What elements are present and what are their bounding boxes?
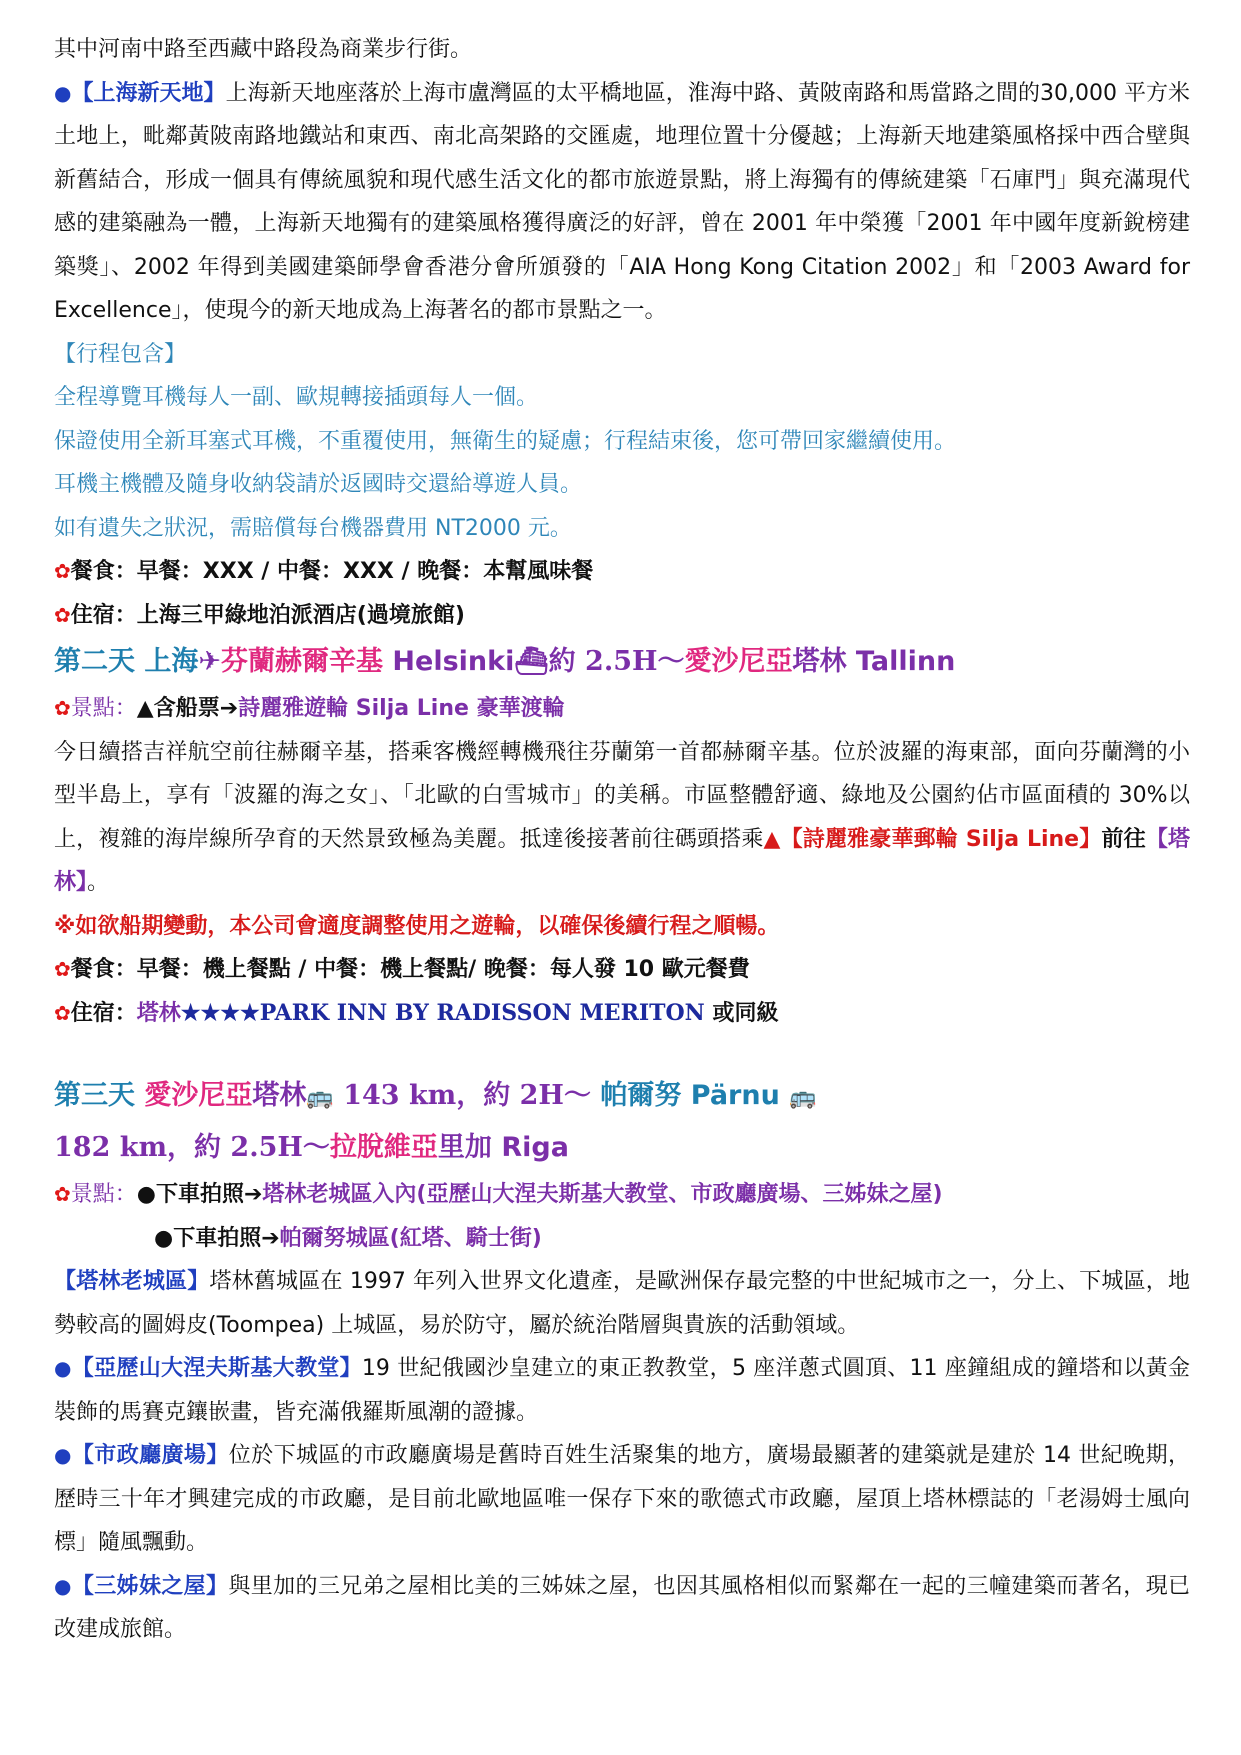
xintiandi-text: 上海新天地座落於上海市盧灣區的太平橋地區，淮海中路、黃陂南路和馬當路之間的30,000 平方米土地上，毗鄰黃陂南路地鐵站和東西、南北高架路的交匯處，地理位置十分優越；上海新天地建築風格採中西合壁與新舊結合，形成一個具有傳統風貌和現代感生活文化的都市旅遊景點，將上海獨有的傳統建築「石庫門」與充滿現代感的建築融為一體，上海新天地獨有的建築風格獲得廣泛的好評，曾在 2001 年中榮獲「2001 年中國年度新銳榜建築獎」、2002 年得到美國建築師學會香港分會所頒發的「AIA Hong Kong Citation 2002」和「2003 Award for Excellence」，使現今的新天地成為上海著名的都市景點之一。 [54, 80, 1190, 323]
xintiandi-section [54, 72, 1190, 333]
arrow-icon: ➔ [219, 696, 239, 721]
sisters-text: 與里加的三兄弟之屋相比美的三姊妹之屋，也因其風格相似而緊鄰在一起的三幢建築而著名，現已改建成旅館。 [54, 1573, 1190, 1642]
day2-origin: 上海 [144, 646, 199, 677]
day2-hotel-tail: 或同級 [704, 1000, 779, 1026]
square-text: 位於下城區的市政廳廣場是舊時百姓生活聚集的地方，廣場最顯著的建築就是建於 14 世紀晚期，歷時三十年才興建完成的市政廳，是目前北歐地區唯一保存下來的歌德式市政廳，屋頂上塔林標誌的「老湯姆士風向標」隨風飄動。 [54, 1443, 1191, 1555]
day2-body [54, 731, 1190, 905]
day3-heading-line2 [54, 1123, 1190, 1173]
day3-city-3: 里加 Riga [437, 1132, 569, 1163]
includes-item-1: 全程導覽耳機每人一副、歐規轉接插頭每人一個。 [54, 385, 539, 410]
day2-sight-label: 景點： [70, 696, 137, 721]
includes-item-4: 如有遺失之狀況，需賠償每台機器費用 NT2000 元。 [54, 515, 572, 541]
day2-country-2: 愛沙尼亞 [684, 646, 793, 677]
bus-icon: 🚌 [306, 1085, 334, 1110]
day3-leg-2: 182 km，約 2.5H～ [54, 1132, 330, 1163]
day3-label: 第三天 [54, 1080, 145, 1111]
day2-city-1: Helsinki [383, 646, 515, 677]
old-town-title: 【塔林老城區】 [54, 1269, 210, 1294]
day1-meals-text: 餐食：早餐：XXX / 中餐：XXX / 晚餐：本幫風味餐 [70, 559, 594, 584]
plane-icon: ✈ [198, 646, 222, 677]
flower-icon: ✿ [54, 1182, 71, 1206]
includes-item-2: 保證使用全新耳塞式耳機，不重覆使用，無衛生的疑慮；行程結束後，您可帶回家繼續使用。 [54, 428, 957, 454]
day2-heading [54, 637, 1190, 687]
old-town-text: 塔林舊城區在 1997 年列入世界文化遺產，是歐洲保存最完整的中世紀城市之一，分上、下城區，地勢較高的圖姆皮(Toompea) 上城區，易於防守，屬於統治階層與貴族的活動領域。 [54, 1269, 1190, 1338]
day3-sight2-a: ●下車拍照 [154, 1225, 262, 1251]
flower-icon: ✿ [54, 559, 71, 583]
day2-duration: 約 2.5H～ [548, 646, 685, 677]
xintiandi-title: 【上海新天地】 [71, 80, 226, 106]
day1-hotel [54, 594, 1190, 638]
day1-meals [54, 550, 1190, 594]
sisters-title: 【三姊妹之屋】 [71, 1573, 229, 1599]
bullet-icon: ● [54, 80, 72, 105]
day3-country-2: 拉脫維亞 [329, 1132, 438, 1163]
day1-hotel-text: 住宿：上海三甲綠地泊派酒店(過境旅館) [70, 602, 465, 628]
day2-sight-a: ▲含船票 [136, 696, 220, 721]
square-section [54, 1434, 1190, 1565]
day2-body-tallinn: 【塔林】 [54, 826, 1190, 895]
day3-sight-2 [54, 1217, 1190, 1261]
day2-hotel-city: 塔林 [136, 1000, 181, 1026]
day2-hotel-name: ★★★★PARK INN BY RADISSON MERITON [180, 999, 705, 1026]
ship-icon: ⛴ [514, 646, 549, 677]
day2-country-1: 芬蘭赫爾辛基 [221, 646, 384, 677]
spacer [54, 1035, 1190, 1071]
arrow-icon: ➔ [261, 1225, 280, 1251]
arrow-icon: ➔ [243, 1182, 263, 1207]
bus-icon: 🚌 [789, 1085, 817, 1110]
day3-sight1-a: ●下車拍照 [136, 1182, 244, 1207]
flower-icon: ✿ [54, 957, 71, 981]
bullet-icon: ● [54, 1356, 72, 1380]
day2-notice: ※如欲船期變動，本公司會適度調整使用之遊輪，以確保後續行程之順暢。 [54, 913, 780, 939]
day2-body-end: 。 [87, 870, 110, 895]
bullet-icon: ● [54, 1443, 72, 1467]
day2-body-text: 今日續搭吉祥航空前往赫爾辛基，搭乘客機經轉機飛往芬蘭第一首都赫爾辛基。位於波羅的海東部，面向芬蘭灣的小型半島上，享有「波羅的海之女」、「北歐的白雪城市」的美稱。市區整體舒適、綠地及公園約佔市區面積的 30%以上，複雜的海岸線所孕育的天然景致極為美麗。抵達後接著前往碼頭搭乘 [54, 739, 1190, 852]
day2-sight-b: 詩麗雅遊輪 Silja Line 豪華渡輪 [238, 696, 565, 721]
day3-sight-label: 景點： [70, 1182, 137, 1207]
itinerary-page [54, 28, 1190, 1652]
day2-meals-text: 餐食：早餐：機上餐點 / 中餐：機上餐點/ 晚餐：每人發 10 歐元餐費 [70, 957, 750, 982]
day3-heading [54, 1071, 1190, 1123]
day2-meals [54, 948, 1190, 992]
day3-sight-1 [54, 1173, 1190, 1217]
day2-hotel [54, 992, 1190, 1036]
day3-sight2-b: 帕爾努城區(紅塔、騎士街) [279, 1225, 542, 1251]
flower-icon: ✿ [54, 602, 71, 627]
day3-city-2: 帕爾努 Pärnu [590, 1080, 790, 1111]
intro-tail: 其中河南中路至西藏中路段為商業步行街。 [54, 37, 473, 62]
cathedral-section [54, 1347, 1190, 1434]
day3-country-1: 愛沙尼亞 [144, 1080, 253, 1111]
day2-body-cruise: ▲【詩麗雅豪華郵輪 Silja Line】 [763, 826, 1102, 852]
day3-sight1-b: 塔林老城區入內(亞歷山大涅夫斯基大教堂、市政廳廣場、三姊妹之屋) [262, 1182, 943, 1207]
day2-label: 第二天 [54, 646, 145, 677]
cathedral-title: 【亞歷山大涅夫斯基大教堂】 [71, 1356, 362, 1381]
day3-city-1: 塔林 [252, 1080, 307, 1111]
day2-body-to: 前往 [1101, 826, 1146, 852]
bullet-icon: ● [54, 1573, 72, 1598]
old-town-section [54, 1260, 1190, 1347]
includes-title: 【行程包含】 [54, 341, 187, 367]
cathedral-text: 19 世紀俄國沙皇建立的東正教教堂，5 座洋蔥式圓頂、11 座鐘組成的鐘塔和以黃金裝飾的馬賽克鑲嵌畫，皆充滿俄羅斯風潮的證據。 [54, 1356, 1191, 1425]
day2-city-2: 塔林 Tallinn [792, 646, 956, 677]
sisters-section [54, 1565, 1190, 1652]
flower-icon: ✿ [54, 1000, 71, 1025]
day3-leg-1: 143 km，約 2H～ [333, 1080, 591, 1111]
day2-sight [54, 687, 1190, 731]
flower-icon: ✿ [54, 696, 71, 720]
square-title: 【市政廳廣場】 [71, 1443, 229, 1468]
day2-hotel-label: 住宿： [70, 1000, 137, 1026]
includes-item-3: 耳機主機體及隨身收納袋請於返國時交還給導遊人員。 [54, 472, 583, 497]
